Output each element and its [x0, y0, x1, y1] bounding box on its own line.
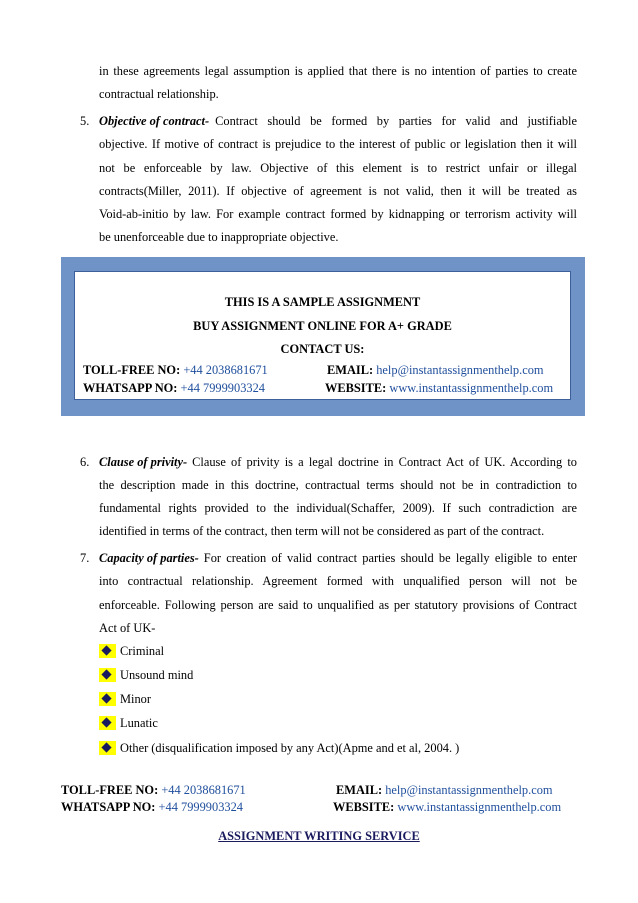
footer-service-title[interactable]: ASSIGNMENT WRITING SERVICE: [218, 829, 420, 843]
item6-number: 6.: [80, 455, 90, 469]
item5-line-2: objective. If motive of contract is prejudice to the interest of public or legislation then it will: [99, 137, 577, 151]
item7-line-2: into contractual relationship. Agreement formed with unqualified person will not be: [99, 574, 577, 588]
footer-website-link[interactable]: www.instantassignmenthelp.com: [397, 800, 562, 814]
item6-line-4: identified in terms of the contract, then term will not be considered as part of the contract.: [99, 524, 545, 538]
diamond-bullet-icon: [99, 692, 116, 706]
footer-whatsapp: [61, 800, 243, 814]
item5-line-4: contracts(Miller, 2011). If objective of agreement is not valid, then it will be treated as: [99, 184, 577, 198]
item6-line-1: [99, 455, 577, 469]
item7-line-3: enforceable. Following person are said to unqualified as per statutory provisions of Contract: [99, 598, 577, 612]
banner-website-link[interactable]: www.instantassignmenthelp.com: [389, 381, 554, 395]
bullet-item: Unsound mind: [120, 668, 194, 682]
diamond-bullet-icon: [99, 668, 116, 682]
bullet-item: Criminal: [120, 644, 165, 658]
item6-title: Clause of privity-: [99, 455, 188, 469]
item5-number: 5.: [80, 114, 90, 128]
banner-tollfree-label: TOLL-FREE NO:: [83, 363, 181, 377]
item5-line-1-rest: Contract should be formed by parties for valid and justifiable: [215, 114, 577, 128]
banner-heading-2: BUY ASSIGNMENT ONLINE FOR A+ GRADE: [193, 319, 452, 333]
intro-line-2: contractual relationship.: [99, 87, 219, 101]
intro-line-1: in these agreements legal assumption is applied that there is no intention of parties to create: [99, 64, 577, 78]
bullet-item: Other (disqualification imposed by any Act)(Apme and et al, 2004. ): [120, 741, 460, 755]
item7-title: Capacity of parties-: [99, 551, 199, 565]
banner-website: [325, 381, 553, 396]
sample-banner: [61, 257, 585, 416]
banner-tollfree-value[interactable]: +44 2038681671: [183, 363, 268, 377]
bullet-item: Lunatic: [120, 716, 158, 730]
footer-tollfree: [61, 783, 246, 797]
footer-email-label: EMAIL:: [336, 783, 383, 797]
diamond-bullet-icon: [99, 644, 116, 658]
item5-line-6: be unenforceable due to inappropriate objective.: [99, 230, 339, 244]
footer-email-link[interactable]: help@instantassignmenthelp.com: [385, 783, 553, 797]
banner-heading-1: THIS IS A SAMPLE ASSIGNMENT: [224, 295, 421, 309]
banner-email-label: EMAIL:: [327, 363, 374, 377]
footer-website: [333, 800, 561, 814]
item7-line-4: Act of UK-: [99, 621, 156, 635]
bullet-item: Minor: [120, 692, 151, 706]
item7-number: 7.: [80, 551, 90, 565]
item6-line-1-rest: Clause of privity is a legal doctrine in Contract Act of UK. According to: [192, 455, 577, 469]
footer-email: [336, 783, 553, 797]
footer-whatsapp-label: WHATSAPP NO:: [61, 800, 156, 814]
banner-whatsapp: [83, 381, 265, 396]
item7-line-1-rest: For creation of valid contract parties should be legally eligible to enter: [203, 551, 577, 565]
footer-whatsapp-value[interactable]: +44 7999903324: [158, 800, 243, 814]
banner-tollfree: [83, 363, 268, 378]
footer-website-label: WEBSITE:: [333, 800, 395, 814]
banner-website-label: WEBSITE:: [325, 381, 387, 395]
item6-line-3: fundamental rights provided to the individual(Schaffer, 2009). If such contradiction are: [99, 501, 577, 515]
banner-heading-3: CONTACT US:: [280, 342, 365, 356]
item5-line-5: Void-ab-initio by law. For example contract formed by kidnapping or terrorism activity will: [99, 207, 577, 221]
item5-line-3: not be enforceable by law. Objective of this element is to restrict unfair or illegal: [99, 161, 577, 175]
banner-whatsapp-value[interactable]: +44 7999903324: [180, 381, 265, 395]
banner-email: [327, 363, 544, 378]
banner-whatsapp-label: WHATSAPP NO:: [83, 381, 178, 395]
banner-email-link[interactable]: help@instantassignmenthelp.com: [376, 363, 544, 377]
item7-line-1: [99, 551, 577, 565]
footer-tollfree-label: TOLL-FREE NO:: [61, 783, 159, 797]
diamond-bullet-icon: [99, 741, 116, 755]
item5-line-1: [99, 114, 577, 128]
footer-tollfree-value[interactable]: +44 2038681671: [161, 783, 246, 797]
banner-inner-box: [74, 271, 571, 400]
item5-title: Objective of contract-: [99, 114, 210, 128]
item6-line-2: the description made in this doctrine, contractual terms should not be in contradiction to: [99, 478, 577, 492]
diamond-bullet-icon: [99, 716, 116, 730]
